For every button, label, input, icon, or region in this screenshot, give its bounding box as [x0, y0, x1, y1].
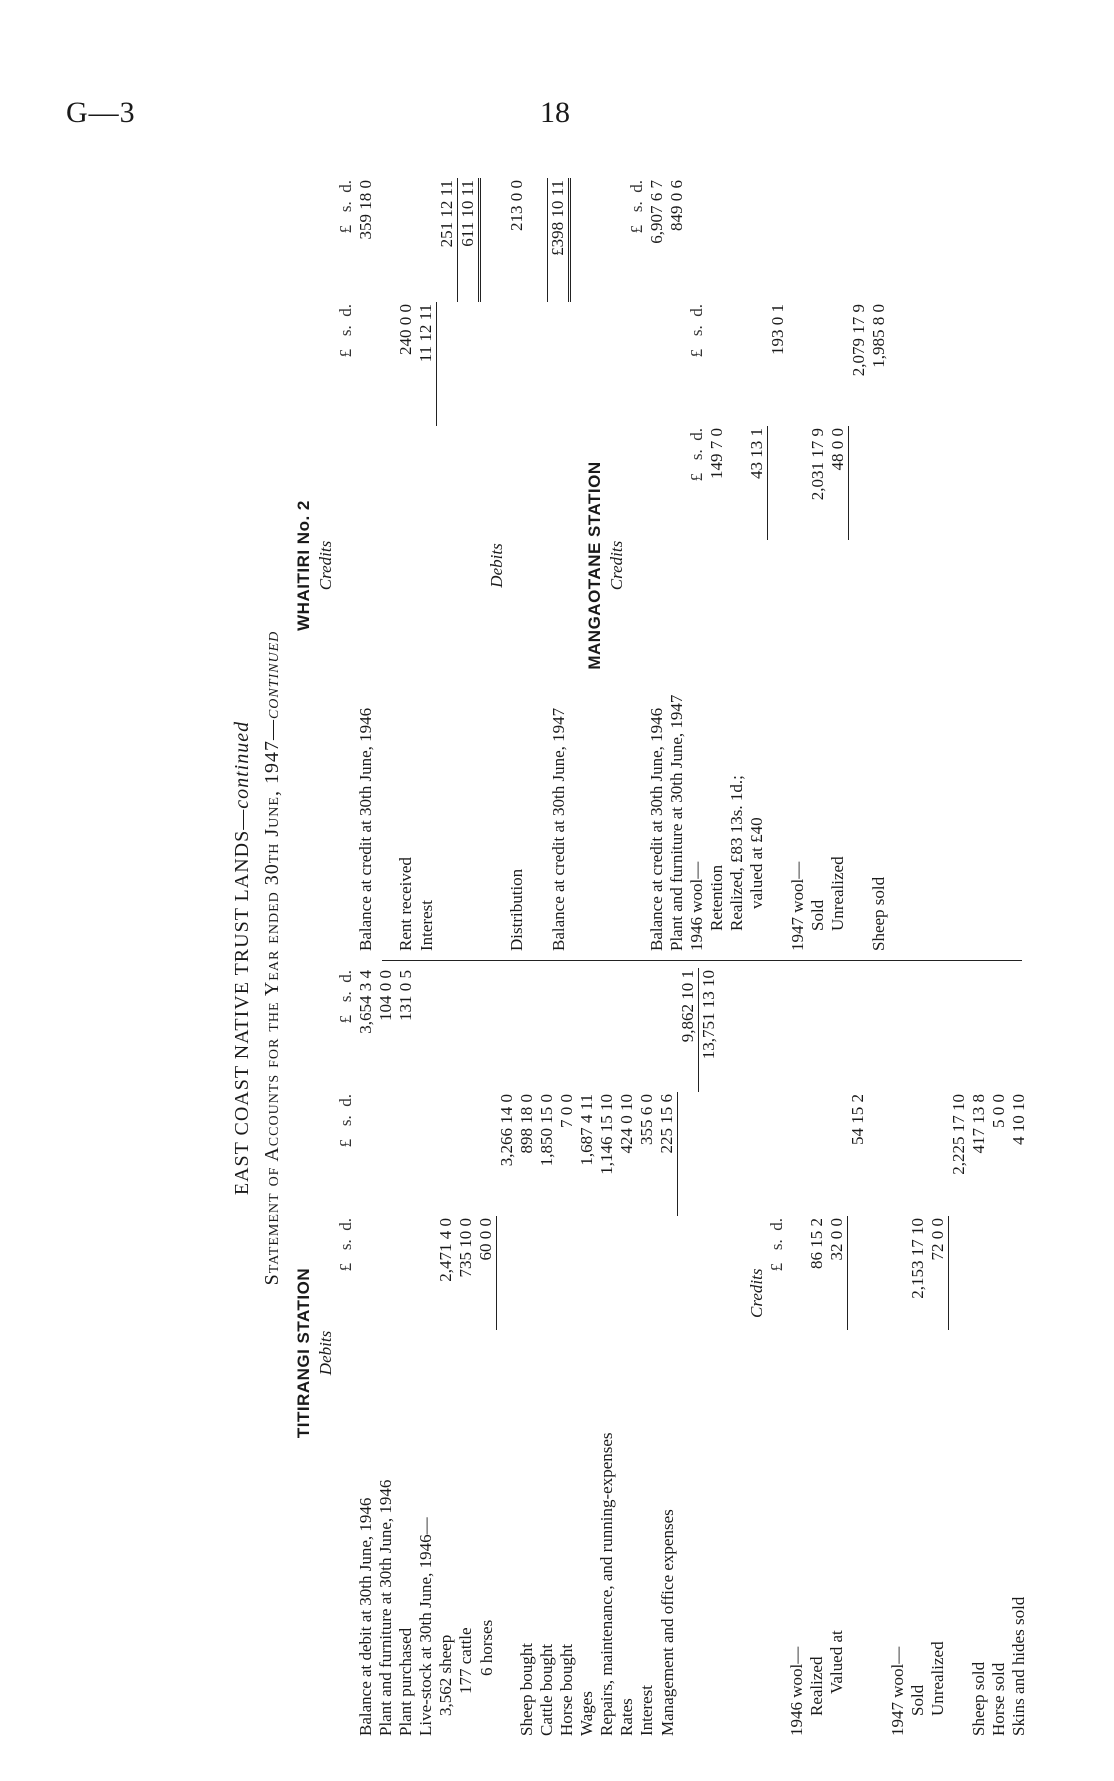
table-row: 1946 wool— £ s. d. £ s. d.	[686, 304, 706, 951]
row-amount: 355 6 0	[637, 1094, 656, 1145]
table-row	[396, 968, 416, 1738]
page-number: 18	[540, 96, 570, 129]
titirangi-debits-table	[336, 968, 719, 1738]
table-row	[707, 178, 727, 953]
page-reference: G—3	[66, 96, 136, 129]
row-label: Plant and furniture at 30th June, 1946	[376, 1479, 395, 1736]
row-label: Interest	[637, 1685, 656, 1736]
row-amount: 43 13 1	[746, 428, 766, 479]
row-label: Balance at credit at 30th June, 1946	[356, 707, 375, 951]
row-amount: 149 7 0	[706, 428, 726, 479]
whaitiri-debits-heading: Debits	[486, 543, 506, 588]
row-label: Sheep sold	[868, 876, 888, 951]
row-label: Sheep sold	[968, 1661, 988, 1736]
titirangi-credits-heading: Credits	[746, 1268, 766, 1318]
lsd-header-row: £ s. d. £ s. d. £ s. d.	[336, 970, 355, 1272]
right-column	[294, 178, 1024, 953]
row-amount: 11 12 11	[416, 304, 435, 363]
table-row	[597, 968, 617, 1738]
table-row	[969, 968, 989, 1738]
row-amount: 735 10 0	[456, 1218, 475, 1278]
table-row	[497, 968, 518, 1738]
row-amount: 131 0 5	[396, 970, 415, 1021]
row-label: Rates	[617, 1698, 636, 1736]
row-amount: 1,146 15 10	[597, 1094, 616, 1175]
table-row	[356, 968, 376, 1738]
row-amount: 104 0 0	[376, 970, 395, 1021]
row-label: Distribution	[506, 868, 526, 951]
table-row	[577, 968, 597, 1738]
table-row	[356, 178, 376, 953]
row-amount: 424 0 10	[617, 1094, 636, 1154]
row-label: Wages	[577, 1691, 596, 1736]
row-amount: 86 15 2	[806, 1218, 826, 1269]
table-row	[888, 968, 908, 1738]
row-amount: 9,862 10 1	[677, 970, 697, 1043]
row-label: Balance at credit at 30th June, 1946	[646, 707, 666, 951]
table-row	[848, 178, 869, 953]
table-row	[416, 968, 436, 1738]
row-amount: 193 0 1	[767, 304, 787, 355]
row-label: Cattle bought	[537, 1643, 556, 1736]
table-row	[908, 968, 928, 1738]
row-label: Balance at credit at 30th June, 1947	[549, 707, 568, 951]
report-title	[232, 178, 252, 1738]
row-amount: 359 18 0	[356, 180, 375, 240]
row-label: Sheep bought	[517, 1642, 536, 1736]
table-row	[787, 968, 807, 1738]
table-row	[807, 968, 827, 1738]
row-label: Rent received	[396, 857, 415, 951]
total-amount: 13,751 13 10	[698, 968, 719, 1092]
table-row	[517, 968, 537, 1738]
row-label: Management and office expenses	[657, 1509, 677, 1736]
row-amount: 417 13 8	[968, 1094, 988, 1154]
row-amount: 48 0 0	[827, 428, 847, 471]
row-label: Balance at debit at 30th June, 1946	[356, 1497, 375, 1736]
row-label: Plant purchased	[396, 1627, 415, 1736]
report-title-main: EAST COAST NATIVE TRUST LANDS—	[231, 808, 253, 1196]
lsd-header-row: £ s. d.	[626, 180, 646, 234]
mangaotane-credits-table	[627, 178, 889, 953]
row-amount: 72 0 0	[927, 1218, 947, 1261]
row-label: 1946 wool—	[786, 1646, 806, 1736]
rotated-content	[232, 178, 1032, 1738]
row-amount: 1,850 15 0	[537, 1094, 556, 1167]
row-amount: 898 18 0	[517, 1094, 536, 1154]
statement-subtitle-main: Statement of Accounts for the Year ended 30th June, 1947—	[261, 719, 283, 1286]
total-row	[457, 178, 479, 953]
row-amount: 2,153 17 10	[907, 1218, 927, 1299]
row-amount: 3,266 14 0	[497, 1094, 516, 1167]
row-label: Realized, £83 13s. 1d.;	[726, 775, 746, 931]
table-row	[436, 968, 456, 1738]
row-label: Repairs, maintenance, and running-expenses	[597, 1432, 616, 1736]
row-label: Sold	[807, 899, 827, 931]
row-label: Realized	[806, 1656, 826, 1716]
table-row	[727, 178, 747, 953]
row-amount: 5 0 0	[988, 1094, 1008, 1128]
table-row	[828, 178, 849, 953]
row-amount: 60 0 0	[476, 1218, 495, 1261]
total-row	[547, 178, 569, 953]
report-title-continued: continued	[231, 720, 253, 809]
table-row	[396, 178, 416, 953]
table-row	[1009, 968, 1029, 1738]
row-label: Skins and hides sold	[1008, 1596, 1028, 1736]
row-amount: 2,225 17 10	[948, 1094, 968, 1175]
table-row	[657, 968, 678, 1738]
row-label: 6 horses	[476, 1619, 496, 1676]
lsd-header-row: £ s. d. £ s. d.	[336, 180, 355, 358]
row-amount: 251 12 11	[436, 180, 456, 248]
table-row	[456, 968, 476, 1738]
table-row	[928, 968, 949, 1738]
row-label: 3,562 sheep	[436, 1634, 455, 1716]
row-amount: 7 0 0	[557, 1094, 576, 1128]
row-amount: 1,985 8 0	[868, 304, 888, 368]
row-label: Horse bought	[557, 1643, 576, 1736]
statement-subtitle	[262, 178, 282, 1738]
titirangi-credits-table	[767, 968, 1029, 1738]
row-amount: 4 10 10	[1008, 1094, 1028, 1145]
table-row	[647, 178, 667, 953]
row-amount: 2,471 4 0	[436, 1218, 455, 1282]
table-row	[507, 178, 527, 953]
titirangi-station-heading: TITIRANGI STATION	[294, 1267, 313, 1439]
whaitiri-credits-table	[336, 178, 481, 953]
row-label: Unrealized	[928, 1641, 947, 1716]
titirangi-credits-block	[747, 968, 1029, 1738]
mangaotane-station-heading: MANGAOTANE STATION	[584, 461, 604, 670]
total-row	[698, 968, 719, 1738]
whaitiri-credits-heading: Credits	[316, 540, 335, 591]
row-label: Plant and furniture at 30th June, 1947	[666, 694, 686, 951]
row-label: 177 cattle	[456, 1627, 475, 1694]
whaitiri-station-heading: WHAITIRI No. 2	[294, 500, 313, 631]
table-row	[437, 178, 458, 953]
row-amount: 2,031 17 9	[807, 428, 827, 501]
row-label: Retention	[706, 864, 726, 931]
table-row	[808, 178, 828, 953]
lsd-header-row: £ s. d.	[766, 1218, 786, 1272]
table-row	[537, 968, 557, 1738]
table-row	[557, 968, 577, 1738]
row-label: Sold	[907, 1684, 927, 1716]
statement-subtitle-continued: continued	[261, 630, 283, 720]
table-row	[989, 968, 1009, 1738]
row-amount: 2,079 17 9	[848, 304, 868, 377]
table-row	[617, 968, 637, 1738]
row-amount: 849 0 6	[666, 180, 686, 231]
table-row	[869, 178, 889, 953]
row-label: 1946 wool—	[686, 861, 706, 951]
row-label: 1947 wool—	[887, 1646, 907, 1736]
column-divider	[382, 960, 1022, 961]
table-row	[747, 178, 768, 953]
table-row	[948, 968, 969, 1738]
row-amount: 6,907 6 7	[646, 180, 666, 244]
row-label: valued at £40	[747, 817, 766, 909]
row-amount: 213 0 0	[506, 180, 526, 231]
row-label: Valued at	[827, 1630, 846, 1694]
total-amount: 611 10 11	[457, 178, 479, 302]
table-row	[847, 968, 868, 1738]
table-row	[667, 178, 687, 953]
titirangi-section	[294, 968, 1028, 1738]
page-header	[0, 96, 1114, 136]
table-row	[827, 968, 848, 1738]
table-row	[376, 968, 396, 1738]
table-row	[416, 178, 437, 953]
row-amount: 32 0 0	[826, 1218, 846, 1261]
row-label: 1947 wool—	[787, 861, 807, 951]
row-amount: 3,654 3 4	[356, 970, 375, 1034]
row-label: Live-stock at 30th June, 1946—	[416, 1517, 435, 1736]
row-amount: 1,687 4 11	[577, 1094, 596, 1166]
mangaotane-credits-heading: Credits	[606, 540, 626, 591]
row-amount: 54 15 2	[847, 1094, 867, 1145]
row-label: Unrealized	[828, 856, 847, 931]
table-row	[788, 178, 808, 953]
row-label: Horse sold	[988, 1662, 1008, 1736]
table-row	[678, 968, 699, 1738]
table-row	[637, 968, 657, 1738]
whaitiri-debits-table	[507, 178, 571, 953]
row-amount: 240 0 0	[396, 304, 415, 355]
row-amount: 225 15 6	[657, 1094, 676, 1154]
titirangi-debits-heading: Debits	[316, 1330, 335, 1376]
total-amount: £398 10 11	[547, 178, 569, 302]
row-label: Interest	[416, 900, 436, 951]
table-row	[476, 968, 497, 1738]
table-row	[767, 178, 788, 953]
